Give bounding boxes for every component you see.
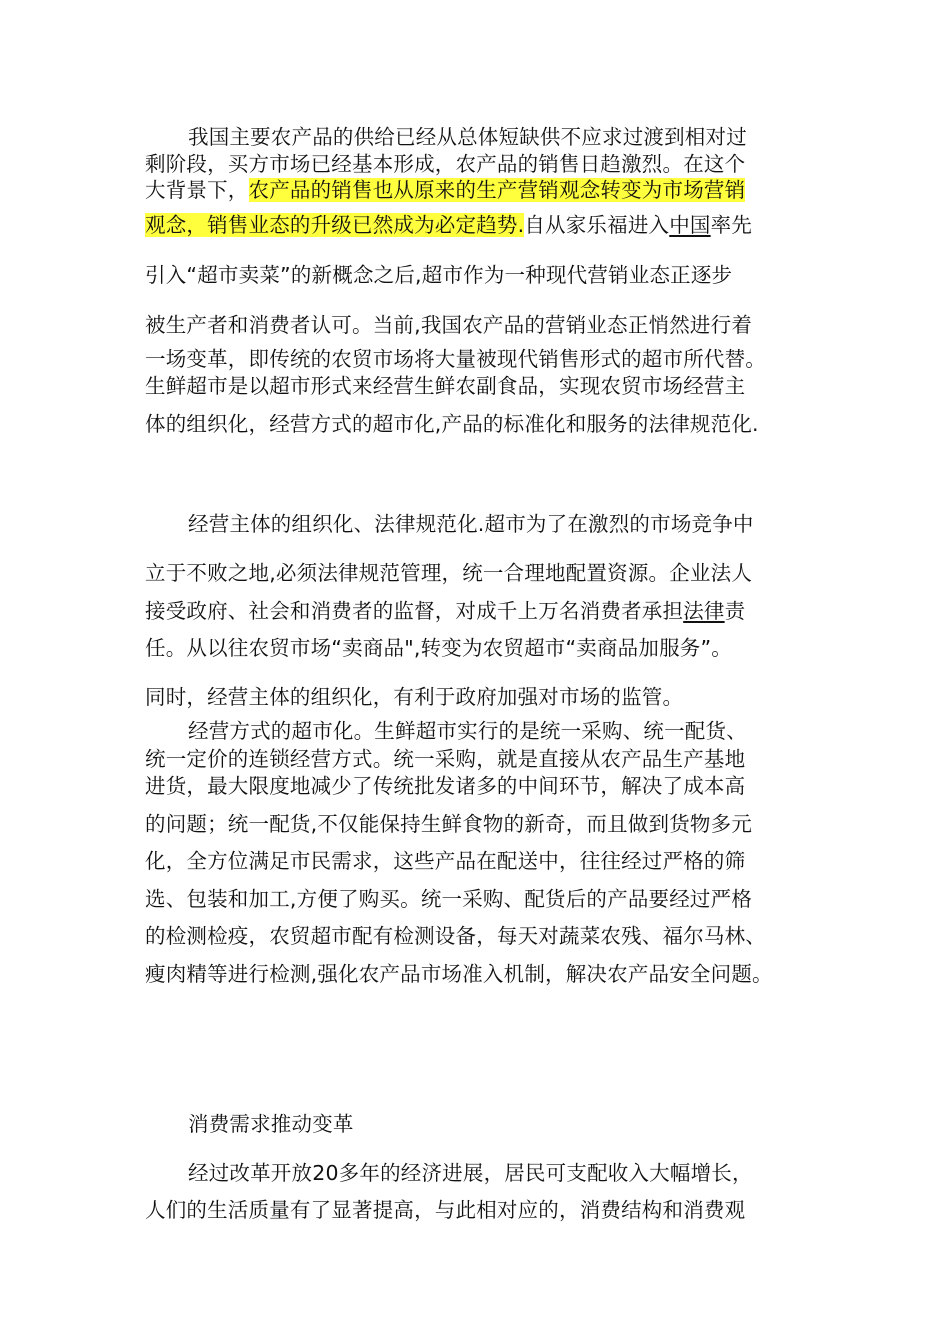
p3-line-1: 经营方式的超市化。生鲜超市实行的是统一采购、统一配货、 bbox=[188, 719, 747, 743]
p3-line-8: 瘦肉精等进行检测,强化农产品市场准入机制，解决农产品安全问题。 bbox=[145, 962, 773, 986]
p2-line-2: 立于不败之地,必须法律规范管理，统一合理地配置资源。企业法人 bbox=[145, 561, 753, 585]
link-china[interactable]: 中国 bbox=[669, 213, 711, 237]
section-heading: 消费需求推动变革 bbox=[188, 1112, 354, 1136]
p2-line-3-end: 责 bbox=[724, 599, 746, 623]
p4-line-2: 人们的生活质量有了显著提高，与此相对应的，消费结构和消费观 bbox=[145, 1198, 746, 1222]
p1-line-1: 我国主要农产品的供给已经从总体短缺供不应求过渡到相对过 bbox=[188, 125, 747, 149]
p2-line-5: 同时，经营主体的组织化，有利于政府加强对市场的监管。 bbox=[145, 685, 684, 709]
highlighted-text: 农产品的销售也从原来的生产营销观念转变为市场营销 bbox=[248, 178, 746, 202]
p3-line-3: 进货，最大限度地减少了传统批发诸多的中间环节，解决了成本高 bbox=[145, 774, 746, 798]
highlighted-text: 观念，销售业态的升级已然成为必定趋势. bbox=[145, 213, 525, 237]
p1-line-9: 体的组织化，经营方式的超市化,产品的标准化和服务的法律规范化. bbox=[145, 412, 759, 436]
p1-line-4-text: 自从家乐福进入 bbox=[524, 213, 670, 237]
p2-line-3-text: 接受政府、社会和消费者的监督，对成千上万名消费者承担 bbox=[145, 599, 684, 623]
p1-line-3 bbox=[145, 176, 745, 204]
p1-line-4-end: 率先 bbox=[710, 213, 753, 237]
p2-line-1: 经营主体的组织化、法律规范化.超市为了在激烈的市场竞争中 bbox=[188, 512, 754, 536]
p3-line-5: 化，全方位满足市民需求，这些产品在配送中，往往经过严格的筛 bbox=[145, 849, 746, 873]
p3-line-4: 的问题；统一配货,不仅能保持生鲜食物的新奇，而且做到货物多元 bbox=[145, 812, 753, 836]
p3-line-2: 统一定价的连锁经营方式。统一采购，就是直接从农产品生产基地 bbox=[145, 747, 746, 771]
p3-line-7: 的检测检疫，农贸超市配有检测设备，每天对蔬菜农残、福尔马林、 bbox=[145, 924, 766, 948]
p2-line-3 bbox=[145, 597, 745, 625]
p1-line-4 bbox=[145, 211, 752, 239]
p3-line-6: 选、包装和加工,方便了购买。统一采购、配货后的产品要经过严格 bbox=[145, 887, 753, 911]
p1-line-5: 引入“超市卖菜”的新概念之后,超市作为一种现代营销业态正逐步 bbox=[145, 263, 733, 287]
p1-line-7: 一场变革，即传统的农贸市场将大量被现代销售形式的超市所代替。 bbox=[145, 347, 766, 371]
p1-line-6: 被生产者和消费者认可。当前,我国农产品的营销业态正悄然进行着 bbox=[145, 313, 753, 337]
p4-line-1: 经过改革开放20多年的经济进展，居民可支配收入大幅增长， bbox=[188, 1161, 753, 1185]
p1-line-2: 剩阶段，买方市场已经基本形成，农产品的销售日趋激烈。在这个 bbox=[145, 152, 746, 176]
p1-line-3-text: 大背景下， bbox=[145, 178, 249, 202]
p1-line-8: 生鲜超市是以超市形式来经营生鲜农副食品，实现农贸市场经营主 bbox=[145, 374, 746, 398]
link-law[interactable]: 法律 bbox=[683, 599, 725, 623]
p2-line-4: 任。从以往农贸市场“卖商品",转变为农贸超市“卖商品加服务”。 bbox=[145, 636, 733, 660]
